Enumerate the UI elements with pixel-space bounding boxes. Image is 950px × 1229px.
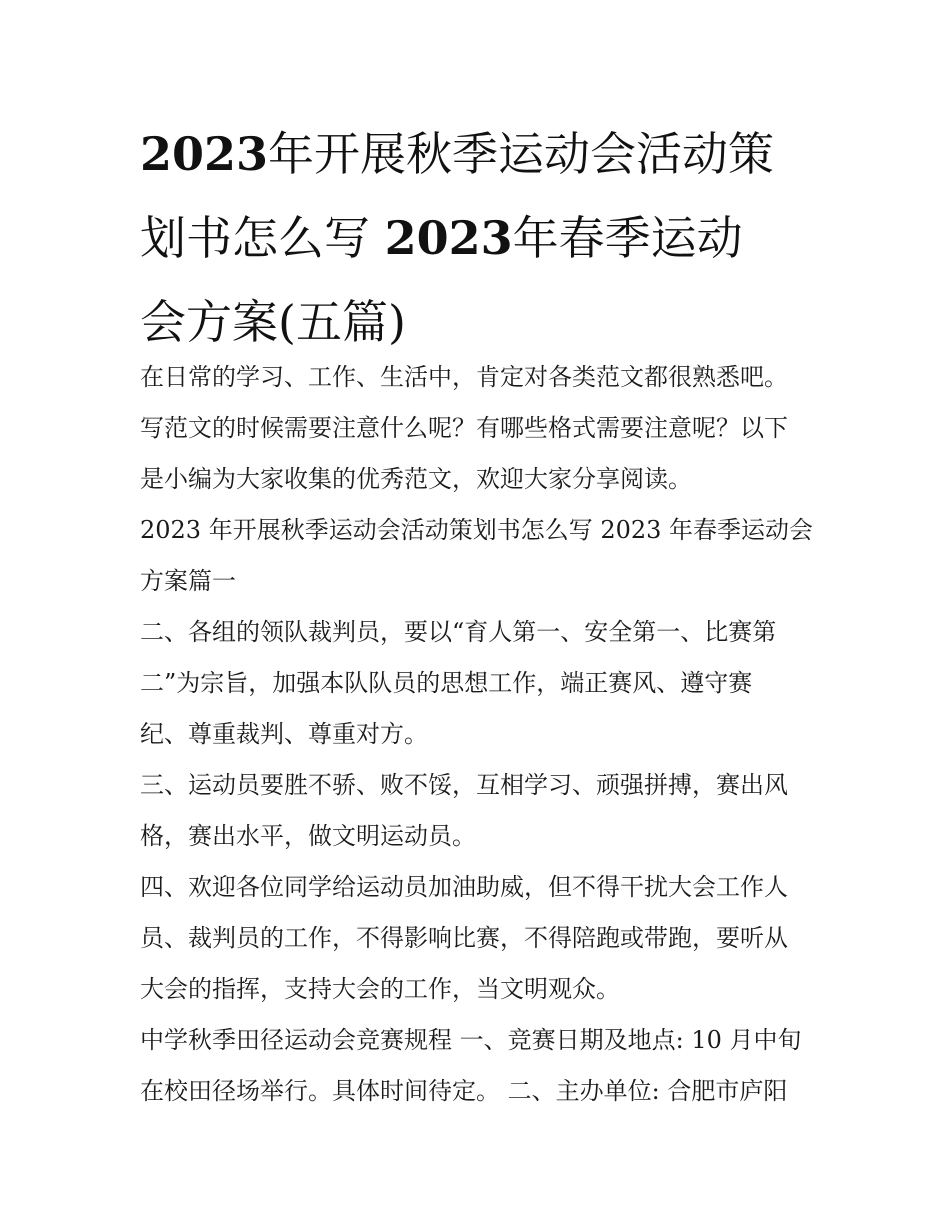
rule-paragraph-2	[140, 607, 820, 760]
title-line	[140, 196, 820, 280]
text-line: 三、运动员要胜不骄、败不馁，互相学习、顽强拼搏，赛出风	[140, 771, 788, 799]
text-line: 二”为宗旨，加强本队队员的思想工作，端正赛风、遵守赛	[140, 669, 753, 697]
text-line: 2023 年开展秋季运动会活动策划书怎么写 2023 年春季运动会	[140, 516, 814, 544]
title-text: 年春季运动	[512, 211, 743, 265]
title-year: 2023	[384, 211, 513, 265]
title-text: 会方案(五篇)	[140, 295, 406, 349]
title-text: 划书怎么写	[140, 211, 370, 265]
title-year: 2023	[140, 127, 269, 181]
text-line: 在校田径场举行。具体时间待定。 二、主办单位: 合肥市庐阳	[140, 1077, 788, 1105]
section-heading	[140, 505, 820, 607]
rule-paragraph-4	[140, 862, 820, 1015]
text-line: 纪、尊重裁判、尊重对方。	[140, 720, 428, 748]
text-line: 中学秋季田径运动会竞赛规程 一、竞赛日期及地点: 10 月中旬	[140, 1026, 802, 1054]
text-line: 方案篇一	[140, 567, 236, 595]
title-text: 年开展秋季运动会活动策	[268, 127, 775, 181]
text-line: 大会的指挥，支持大会的工作，当文明观众。	[140, 975, 620, 1003]
text-line: 在日常的学习、工作、生活中，肯定对各类范文都很熟悉吧。	[140, 363, 788, 391]
competition-rules-paragraph	[140, 1015, 820, 1117]
text-line: 员、裁判员的工作，不得影响比赛，不得陪跑或带跑，要听从	[140, 924, 788, 952]
title-line	[140, 112, 820, 196]
text-line: 格，赛出水平，做文明运动员。	[140, 822, 476, 850]
text-line: 是小编为大家收集的优秀范文，欢迎大家分享阅读。	[140, 465, 692, 493]
text-line: 写范文的时候需要注意什么呢？有哪些格式需要注意呢？以下	[140, 414, 788, 442]
text-line: 二、各组的领队裁判员，要以“育人第一、安全第一、比赛第	[140, 618, 777, 646]
document-title	[140, 112, 820, 364]
intro-paragraph	[140, 352, 820, 505]
rule-paragraph-3	[140, 760, 820, 862]
text-line: 四、欢迎各位同学给运动员加油助威，但不得干扰大会工作人	[140, 873, 788, 901]
document-body	[140, 352, 820, 1117]
